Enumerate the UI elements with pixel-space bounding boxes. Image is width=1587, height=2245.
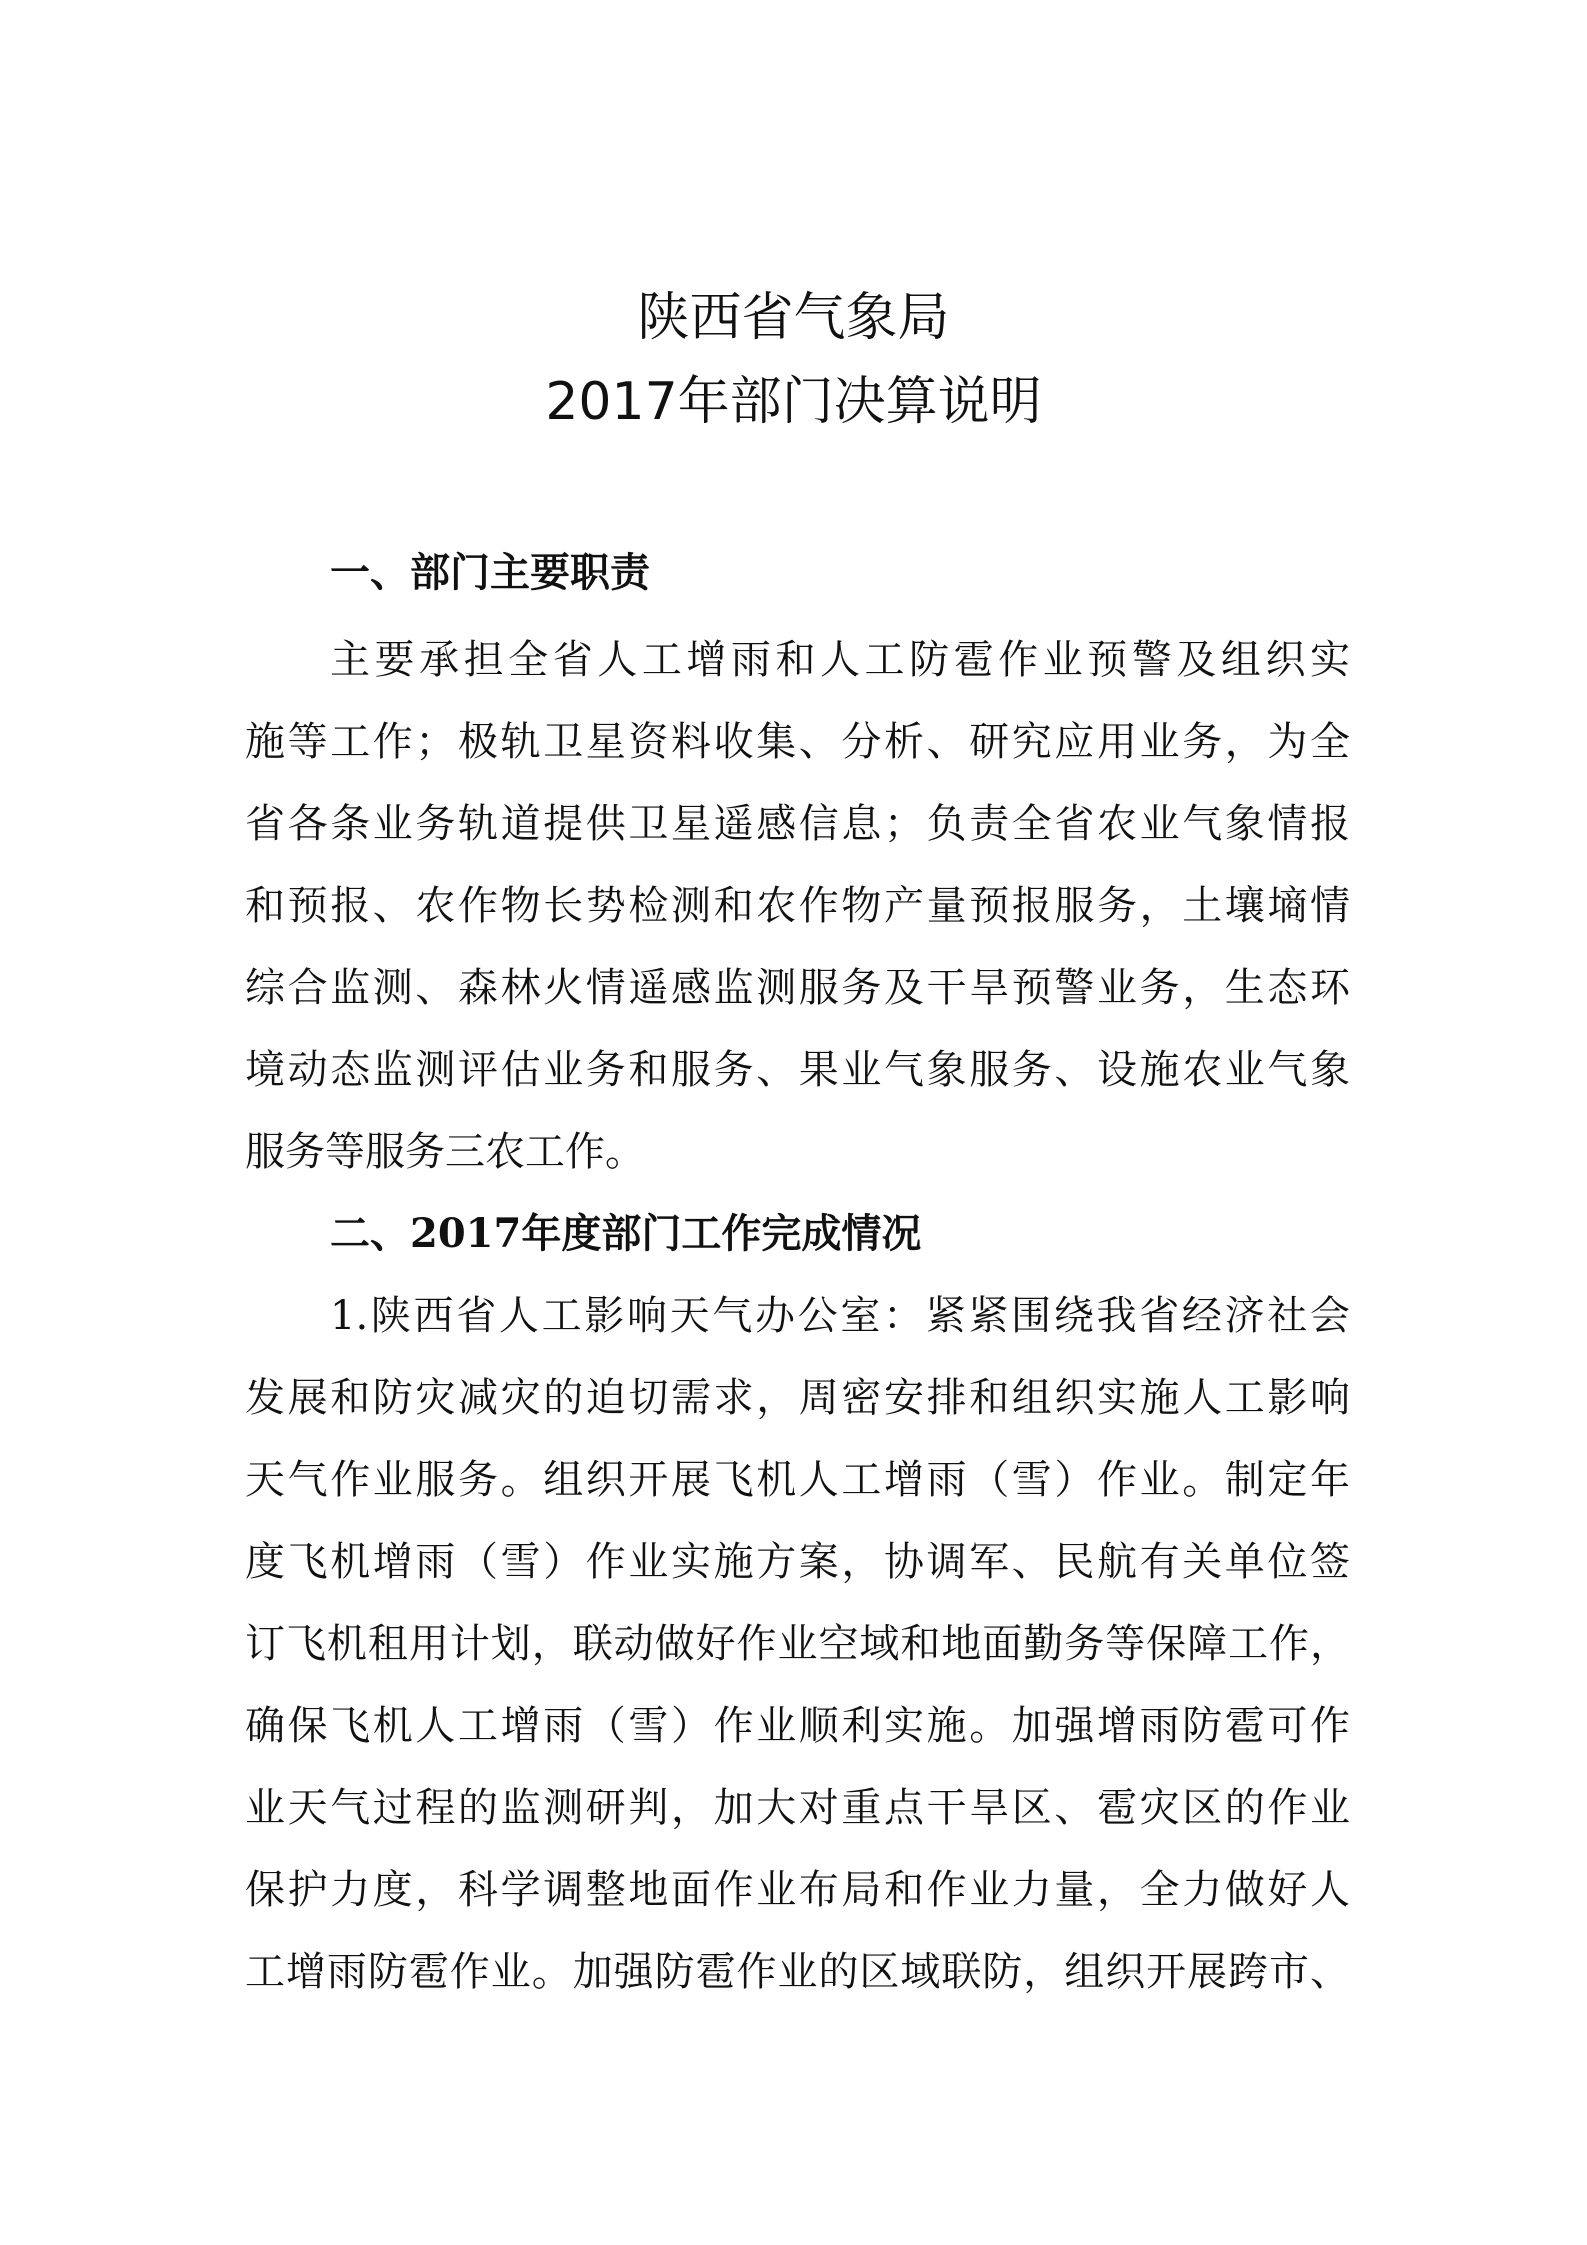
document-title-org: 陕西省气象局 xyxy=(637,288,950,348)
section-heading-work: 二、2017年度部门工作完成情况 xyxy=(330,1210,922,1257)
paragraph-line: 业天气过程的监测研判，加大对重点干旱区、雹灾区的作业 xyxy=(245,1785,1350,1831)
paragraph-line: 境动态监测评估业务和服务、果业气象服务、设施农业气象 xyxy=(245,1047,1350,1093)
paragraph-line: 主要承担全省人工增雨和人工防雹作业预警及组织实 xyxy=(330,637,1350,683)
paragraph-line: 度飞机增雨（雪）作业实施方案，协调军、民航有关单位签 xyxy=(245,1539,1350,1585)
section-heading-duties: 一、部门主要职责 xyxy=(330,549,650,596)
document-title-main: 2017年部门决算说明 xyxy=(545,372,1042,432)
paragraph-line: 保护力度，科学调整地面作业布局和作业力量，全力做好人 xyxy=(245,1867,1350,1913)
paragraph-line: 和预报、农作物长势检测和农作物产量预报服务，土壤墒情 xyxy=(245,883,1350,929)
paragraph-line: 订飞机租用计划，联动做好作业空域和地面勤务等保障工作， xyxy=(245,1621,1350,1667)
paragraph-line: 发展和防灾减灾的迫切需求，周密安排和组织实施人工影响 xyxy=(245,1375,1350,1421)
paragraph-line: 综合监测、森林火情遥感监测服务及干旱预警业务，生态环 xyxy=(245,965,1350,1011)
paragraph-line: 确保飞机人工增雨（雪）作业顺利实施。加强增雨防雹可作 xyxy=(245,1703,1350,1749)
paragraph-line: 服务等服务三农工作。 xyxy=(245,1129,645,1175)
paragraph-line: 施等工作；极轨卫星资料收集、分析、研究应用业务，为全 xyxy=(245,719,1350,765)
paragraph-line: 天气作业服务。组织开展飞机人工增雨（雪）作业。制定年 xyxy=(245,1457,1350,1503)
paragraph-line: 1.陕西省人工影响天气办公室：紧紧围绕我省经济社会 xyxy=(330,1293,1350,1339)
paragraph-line: 工增雨防雹作业。加强防雹作业的区域联防，组织开展跨市、 xyxy=(245,1949,1350,1995)
paragraph-line: 省各条业务轨道提供卫星遥感信息；负责全省农业气象情报 xyxy=(245,801,1350,847)
